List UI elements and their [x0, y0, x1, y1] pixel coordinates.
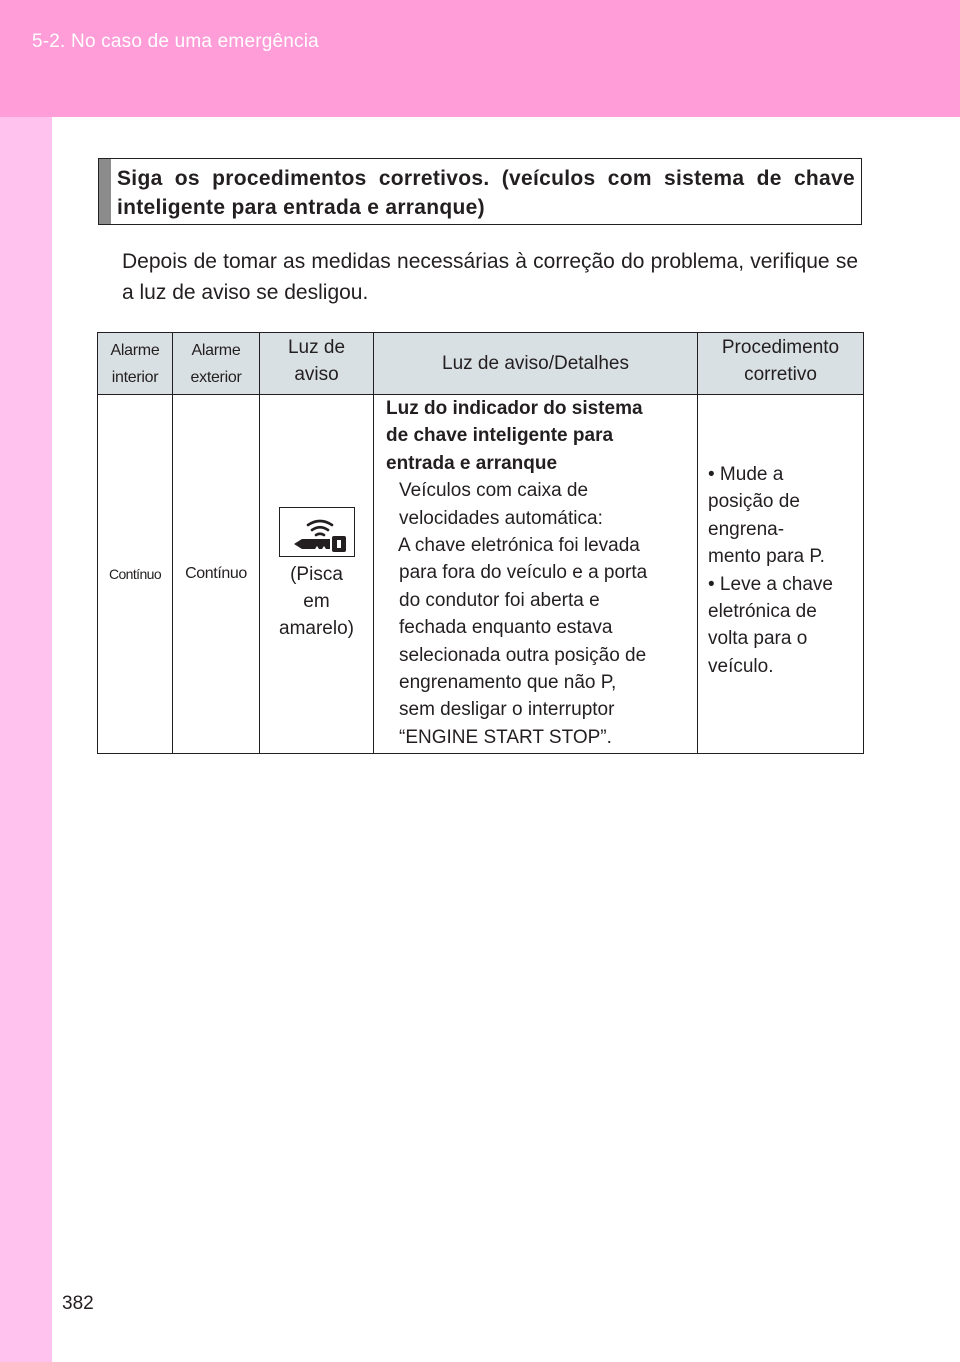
procedure-line: • Leve a chave [708, 573, 833, 595]
procedure-line: • Mude a [708, 464, 784, 485]
header-warning-light [260, 333, 374, 395]
detail-line: fechada enquanto estava [399, 617, 613, 639]
lamp-note: em [303, 590, 330, 612]
header-text: Alarme [110, 341, 160, 359]
exterior-alarm-cell: Contínuo [173, 395, 260, 754]
detail-line: selecionada outra posição de [399, 644, 647, 666]
procedure-cell [698, 395, 864, 754]
heading-text: Siga os procedimentos corretivos. (veículos com sistema de chave inteligente para entrada e arranque) [117, 167, 855, 219]
header-band [0, 0, 960, 117]
header-text: Luz de [287, 337, 346, 358]
procedure-item [708, 461, 859, 571]
page-number: 382 [62, 1293, 94, 1314]
intro-paragraph: Depois de tomar as medidas necessárias à correção do problema, verifique se a luz de aviso se desligou. [122, 250, 858, 304]
detail-title-line: de chave inteligente para [386, 425, 614, 447]
detail-line: Veículos com caixa de [399, 480, 589, 502]
heading-accent-bar [99, 159, 111, 224]
procedure-line: engrena- [708, 518, 785, 540]
detail-title-line: Luz do indicador do sistema [386, 398, 643, 419]
table-row [98, 395, 864, 754]
detail-line: do condutor foi aberta e [399, 589, 600, 611]
warning-table [97, 332, 864, 754]
procedure-item [708, 571, 859, 681]
detail-title-line: entrada e arranque [386, 452, 558, 474]
procedure-heading [98, 158, 862, 225]
interior-alarm-cell: Contínuo [98, 395, 173, 754]
detail-line: engrenamento que não P, [399, 672, 617, 694]
details-cell [374, 395, 698, 754]
header-details: Luz de aviso/Detalhes [374, 333, 698, 395]
detail-line: velocidades automática: [399, 507, 603, 529]
detail-title [386, 395, 689, 477]
header-text: interior [111, 368, 159, 386]
header-text: Procedimento [721, 337, 840, 358]
procedure-line: volta para o [708, 628, 808, 650]
detail-line: para fora do veículo e a porta [399, 562, 648, 584]
header-exterior-alarm [173, 333, 260, 395]
warning-light-cell [260, 395, 374, 754]
header-text: corretivo [744, 364, 817, 385]
procedure-line: mento para P. [708, 546, 825, 568]
lamp-note: (Pisca [290, 563, 343, 585]
side-margin-band [0, 117, 52, 1362]
header-text: exterior [190, 368, 242, 386]
detail-line: “ENGINE START STOP”. [399, 726, 612, 748]
header-text: aviso [294, 364, 339, 385]
table-header-row [98, 333, 864, 395]
lamp-note: amarelo) [279, 617, 354, 639]
header-interior-alarm [98, 333, 173, 395]
detail-line: A chave eletrónica foi levada [398, 535, 640, 557]
procedure-line: veículo. [708, 655, 774, 677]
procedure-line: posição de [708, 491, 800, 513]
smart-key-indicator-icon [279, 507, 355, 557]
section-title: 5-2. No caso de uma emergência [32, 31, 319, 52]
procedure-line: eletrónica de [708, 601, 817, 623]
header-text: Alarme [191, 341, 241, 359]
header-procedure [698, 333, 864, 395]
detail-line: sem desligar o interruptor [399, 699, 615, 721]
